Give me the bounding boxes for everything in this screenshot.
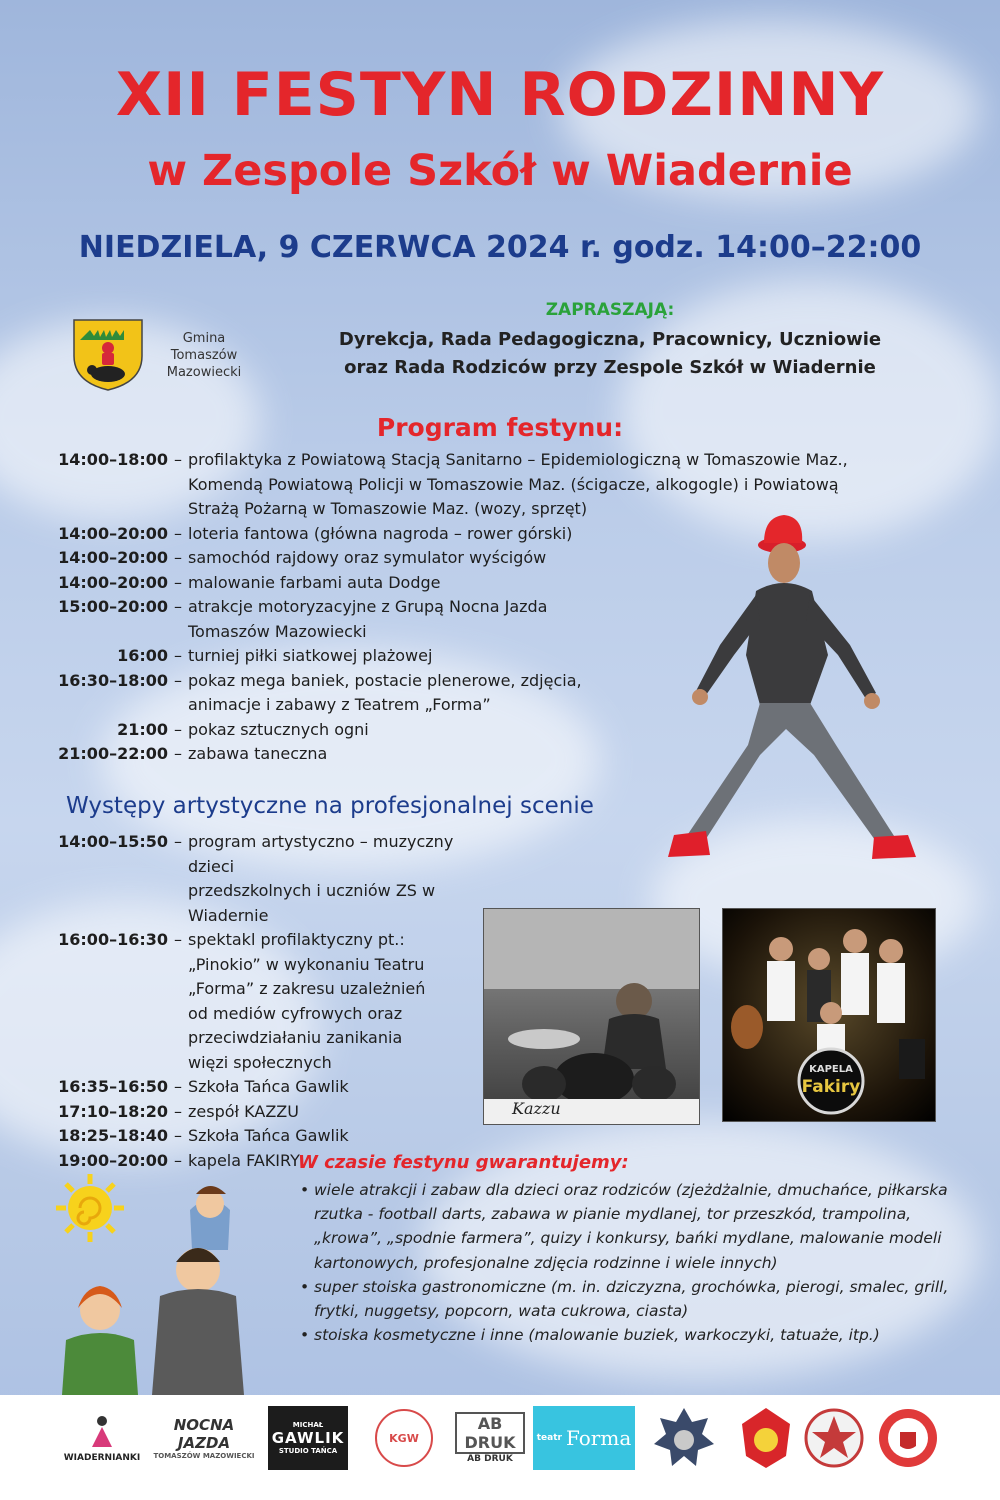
schedule-dash: – [174, 744, 182, 763]
schedule-text: program artystyczno – muzyczny dzieci [188, 832, 454, 876]
schedule-dash: – [174, 523, 182, 543]
schedule-text: od mediów cyfrowych oraz [188, 1003, 403, 1023]
schedule-dash [168, 977, 188, 1002]
schedule-row [40, 928, 460, 953]
schedule-time [40, 693, 168, 718]
schedule-dash: – [174, 1101, 182, 1121]
ab-druk-logo [455, 1406, 525, 1470]
forma-label: Forma [565, 1426, 632, 1450]
fakiry-label-top: KAPELA [809, 1064, 853, 1075]
schedule-dash: – [174, 832, 182, 851]
schedule-time: 17:10–18:20 [58, 1101, 168, 1121]
schedule-text: więzi społecznych [188, 1052, 332, 1072]
guarantee-list [298, 1178, 958, 1347]
invite-line: oraz Rada Rodziców przy Zespole Szkół w Wiadernie [344, 357, 876, 378]
schedule-time [40, 473, 168, 498]
schedule-text: „Forma” z zakresu uzależnień [188, 979, 426, 998]
nocna-jazda-sub: TOMASZÓW MAZOWIECKI [153, 1452, 255, 1460]
gmina-line: Mazowiecki [166, 365, 242, 380]
schedule-text: Tomaszów Mazowiecki [188, 621, 367, 641]
schedule-row [40, 1075, 460, 1100]
schedule-time: 14:00–18:00 [58, 450, 168, 469]
gawlik-label: GAWLIK [271, 1429, 345, 1447]
nocna-jazda-label: NOCNA JAZDA [173, 1416, 235, 1452]
gmina-line: Tomaszów [170, 348, 238, 363]
police-badge-icon [652, 1406, 716, 1470]
schedule-text: animacje i zabawy z Teatrem „Forma” [188, 695, 491, 714]
guarantee-item: • wiele atrakcji i zabaw dla dzieci oraz rodziców (zjeżdżalnie, dmuchańce, piłkarska rzutka - football darts, zabawa w pianie mydlanej, tor przeszkód, trampolina, „krowa”, „spodnie farmera”, quizy i konkursy, bańki mydlane, malowanie modeli kartonowych, profesjonalne zdjęcia rodzinne i wiele innych) [298, 1178, 958, 1275]
sun-icon [56, 1174, 124, 1242]
schedule-text: kapela FAKIRY [188, 1150, 300, 1170]
ab-druk-top: AB DRUK [455, 1412, 525, 1454]
schedule-text: Szkoła Tańca Gawlik [188, 1077, 349, 1096]
schedule-text: Komendą Powiatową Policji w Tomaszowie Maz. (ścigacze, alkogogle) i Powiatową [188, 474, 839, 494]
guarantee-title: W czasie festynu gwarantujemy: [298, 1152, 629, 1173]
schedule-dash [168, 1026, 188, 1051]
schedule-dash: – [174, 670, 182, 690]
festival-title: XII FESTYN RODZINNY [115, 60, 885, 130]
schedule-row [40, 1100, 460, 1125]
ab-druk-label: AB DRUK [467, 1454, 513, 1464]
guarantee-item: • super stoiska gastronomiczne (m. in. dziczyzna, grochówka, pierogi, smalec, grill, frytki, nuggetsy, popcorn, wata cukrowa, ciasta) [298, 1275, 958, 1323]
schedule-text: przedszkolnych i uczniów ZS w Wiadernie [188, 881, 436, 925]
schedule-row [40, 830, 460, 879]
schedule-text: pokaz mega baniek, postacie plenerowe, zdjęcia, [188, 670, 582, 690]
schedule-row-continued [40, 473, 940, 498]
sanitary-badge-icon [802, 1406, 866, 1470]
nocna-jazda-logo [148, 1406, 260, 1470]
forma-logo [533, 1406, 635, 1470]
schedule-dash: – [174, 1077, 182, 1096]
schedule-time: 14:00–20:00 [58, 523, 168, 543]
schedule-row [40, 448, 940, 473]
gawlik-sub: STUDIO TAŃCA [278, 1447, 338, 1455]
wiadernianki-label: WIADERNIANKI [63, 1453, 141, 1463]
schedule-text: turniej piłki siatkowej plażowej [188, 646, 433, 665]
schedule-row-continued [40, 1051, 460, 1076]
gawlik-logo [268, 1406, 348, 1470]
schedule-dash [168, 693, 188, 718]
gmina-line: Gmina [182, 331, 226, 346]
schedule-time [40, 953, 168, 978]
kgw-label: KGW [375, 1409, 433, 1467]
fakiry-label: Fakiry [801, 1077, 861, 1097]
schedule-text: „Pinokio” w wykonaniu Teatru [188, 954, 425, 974]
invite-text [270, 326, 950, 382]
schedule-dash: – [174, 646, 182, 665]
schedule-dash: – [174, 930, 182, 949]
schedule-dash [168, 953, 188, 978]
date-line: NIEDZIELA, 9 CZERWCA 2024 r. godz. 14:00–22:00 [78, 230, 922, 265]
schedule-text: atrakcje motoryzacyjne z Grupą Nocna Jazda [188, 597, 548, 616]
schedule-time [40, 1002, 168, 1027]
schedule-text: zespół KAZZU [188, 1101, 299, 1121]
invite-title: ZAPRASZAJĄ: [545, 300, 675, 320]
schedule-text: profilaktyka z Powiatową Stacją Sanitarno – Epidemiologiczną w Tomaszowie Maz., [188, 450, 848, 469]
performances-title: Występy artystyczne na profesjonalnej scenie [66, 793, 594, 819]
forma-small: teatr [536, 1433, 562, 1443]
schedule-dash: – [174, 597, 182, 616]
schedule-text: spektakl profilaktyczny pt.: [188, 930, 405, 949]
schedule-dash [168, 620, 188, 645]
performances-list [40, 830, 460, 1173]
schedule-dash: – [174, 572, 182, 592]
schedule-time [40, 1051, 168, 1076]
family-illustration [30, 1170, 290, 1395]
schedule-text: loteria fantowa (główna nagroda – rower górski) [188, 523, 573, 543]
schedule-text: pokaz sztucznych ogni [188, 719, 369, 739]
schedule-text: Szkoła Tańca Gawlik [188, 1126, 349, 1145]
schedule-time [40, 879, 168, 928]
schedule-text: zabawa taneczna [188, 744, 328, 763]
gmina-label [150, 330, 258, 381]
schedule-text: malowanie farbami auta Dodge [188, 572, 441, 592]
kazzu-photo [483, 908, 700, 1125]
schedule-time [40, 977, 168, 1002]
schedule-time: 21:00–22:00 [58, 744, 168, 763]
schedule-dash [168, 1002, 188, 1027]
wiadernianki-logo [62, 1406, 142, 1470]
schedule-time: 14:00–15:50 [58, 832, 168, 851]
schedule-time: 16:00 [117, 646, 168, 665]
schedule-dash: – [174, 1126, 182, 1145]
festival-subtitle: w Zespole Szkół w Wiadernie [147, 146, 853, 196]
dancer-illustration [660, 505, 960, 885]
schedule-text: Strażą Pożarną w Tomaszowie Maz. (wozy, sprzęt) [188, 499, 588, 518]
schedule-row-continued [40, 879, 460, 928]
kazzu-label: Kazzu [512, 1099, 561, 1118]
schedule-dash [168, 473, 188, 498]
schedule-time [40, 497, 168, 522]
kgw-logo [372, 1406, 436, 1470]
schedule-dash [168, 1051, 188, 1076]
schedule-dash [168, 879, 188, 928]
schedule-time: 16:00–16:30 [58, 930, 168, 949]
schedule-row-continued [40, 953, 460, 978]
schedule-time: 19:00–20:00 [58, 1150, 168, 1170]
schedule-dash: – [174, 450, 182, 469]
schedule-dash [168, 497, 188, 522]
schedule-time [40, 1026, 168, 1051]
schedule-row-continued [40, 977, 460, 1002]
schedule-time [40, 620, 168, 645]
schedule-dash: – [174, 1150, 182, 1170]
schedule-text: samochód rajdowy oraz symulator wyścigów [188, 548, 547, 567]
schedule-text: przeciwdziałaniu zanikania [188, 1028, 403, 1047]
schedule-time: 14:00–20:00 [58, 572, 168, 592]
schedule-row [40, 1124, 460, 1149]
schedule-row-continued [40, 1002, 460, 1027]
gmina-crest-icon [70, 316, 146, 392]
guarantee-item: • stoiska kosmetyczne i inne (malowanie buziek, warkoczyki, tatuaże, itp.) [298, 1323, 958, 1347]
gawlik-top: MICHAŁ [292, 1421, 324, 1429]
dancer-logo-icon [82, 1413, 122, 1453]
invite-line: Dyrekcja, Rada Pedagogiczna, Pracownicy, Uczniowie [338, 329, 882, 350]
drummer-illustration [484, 909, 699, 1124]
fakiry-photo [722, 908, 936, 1122]
schedule-time: 21:00 [117, 719, 168, 739]
program-title: Program festynu: [376, 413, 624, 442]
fire-service-badge-icon [738, 1406, 794, 1470]
schedule-dash: – [174, 719, 182, 739]
schedule-dash: – [174, 548, 182, 567]
schedule-time: 16:30–18:00 [58, 670, 168, 690]
schedule-time: 16:35–16:50 [58, 1077, 168, 1096]
schedule-time: 15:00–20:00 [58, 597, 168, 616]
schedule-row-continued [40, 1026, 460, 1051]
schedule-time: 18:25–18:40 [58, 1126, 168, 1145]
state-sanitary-badge-icon [876, 1406, 940, 1470]
schedule-time: 14:00–20:00 [58, 548, 168, 567]
